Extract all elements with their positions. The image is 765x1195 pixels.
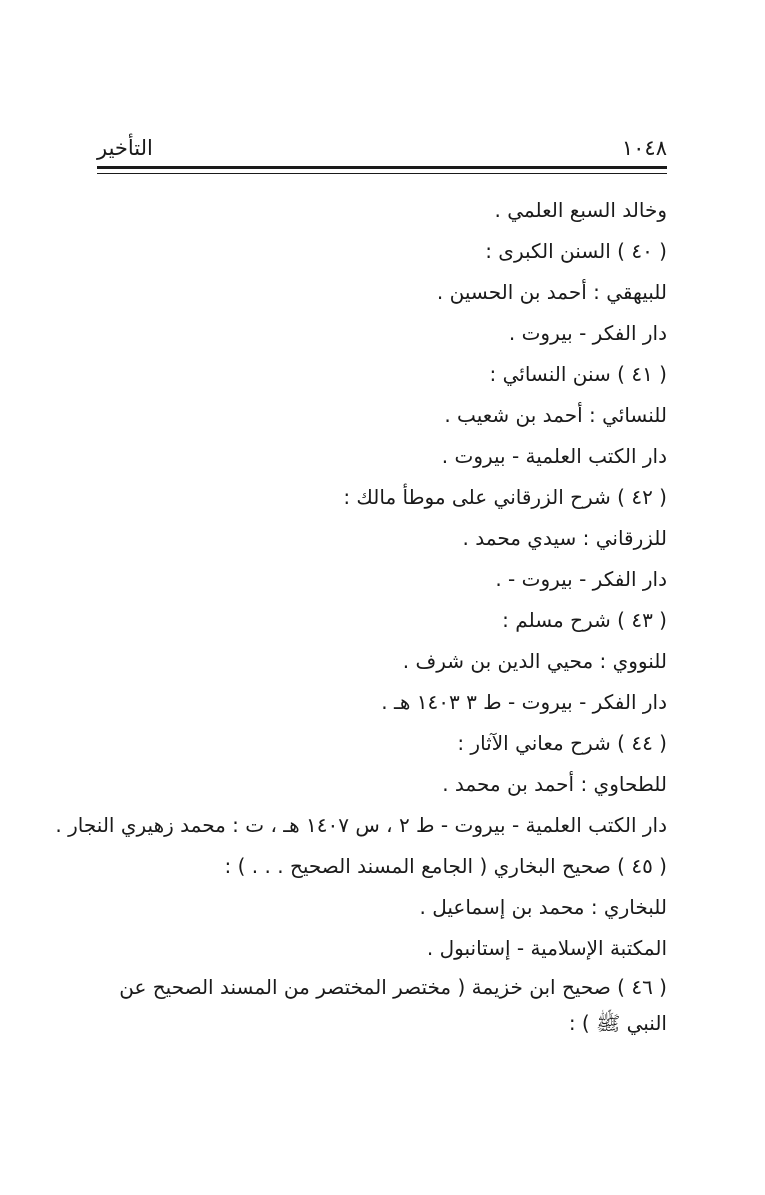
publisher-line: دار الفكر - بيروت - ط ٣ ١٤٠٣ هـ . bbox=[381, 690, 667, 714]
entry-heading: ( ٤٦ ) صحيح ابن خزيمة ( مختصر المختصر من المسند الصحيح عن النبي ﷺ ) : bbox=[119, 975, 667, 1035]
text-line: وخالد السبع العلمي . bbox=[494, 198, 667, 222]
running-title: التأخير bbox=[97, 136, 153, 160]
publisher-line: دار الكتب العلمية - بيروت . bbox=[441, 444, 667, 468]
header-rule-thin bbox=[97, 173, 667, 174]
author-line: للزرقاني : سيدي محمد . bbox=[462, 526, 667, 550]
publisher-line: دار الكتب العلمية - بيروت - ط ٢ ، س ١٤٠٧ هـ ، ت : محمد زهيري النجار . bbox=[55, 813, 667, 837]
header-rule-thick bbox=[97, 166, 667, 169]
entry-heading: ( ٤٢ ) شرح الزرقاني على موطأ مالك : bbox=[343, 485, 667, 509]
author-line: للنووي : محيي الدين بن شرف . bbox=[402, 649, 667, 673]
entry-heading: ( ٤٣ ) شرح مسلم : bbox=[502, 608, 667, 632]
publisher-line: دار الفكر - بيروت . bbox=[508, 321, 667, 345]
page-number: ١٠٤٨ bbox=[621, 136, 667, 160]
author-line: للطحاوي : أحمد بن محمد . bbox=[442, 772, 667, 796]
author-line: للبخاري : محمد بن إسماعيل . bbox=[419, 895, 667, 919]
publisher-line: المكتبة الإسلامية - إستانبول . bbox=[426, 936, 667, 960]
bibliography-body bbox=[55, 190, 667, 1041]
publisher-line: دار الفكر - بيروت - . bbox=[495, 567, 667, 591]
page-header bbox=[97, 130, 667, 166]
author-line: للنسائي : أحمد بن شعيب . bbox=[444, 403, 667, 427]
entry-heading: ( ٤١ ) سنن النسائي : bbox=[489, 362, 667, 386]
entry-heading: ( ٤٠ ) السنن الكبرى : bbox=[485, 239, 667, 263]
author-line: للبيهقي : أحمد بن الحسين . bbox=[436, 280, 667, 304]
entry-heading: ( ٤٥ ) صحيح البخاري ( الجامع المسند الصحيح . . . ) : bbox=[224, 854, 667, 878]
entry-heading: ( ٤٤ ) شرح معاني الآثار : bbox=[457, 731, 667, 755]
